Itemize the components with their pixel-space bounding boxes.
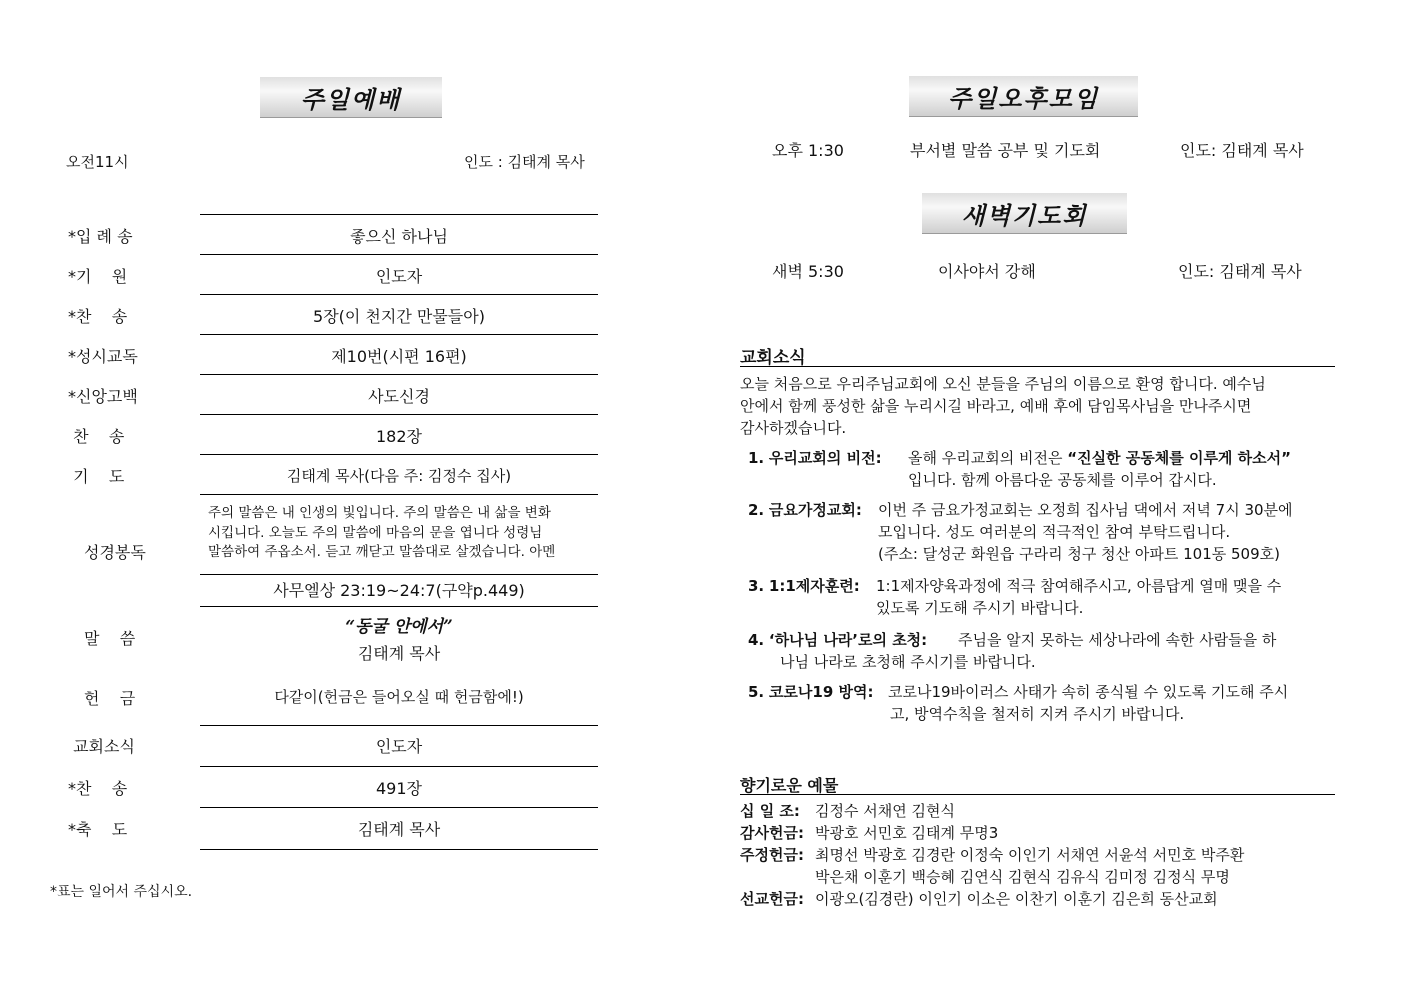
order-label: *신앙고백 xyxy=(68,386,138,406)
worship-banner xyxy=(260,77,442,118)
reading-prayer xyxy=(208,504,594,563)
order-row xyxy=(60,774,600,800)
offering-value: 다같이(헌금은 들어오실 때 헌금함에!) xyxy=(274,688,524,706)
order-value: 182장 xyxy=(376,426,422,446)
news-item-number: 3. xyxy=(748,577,765,595)
order-value: 사도신경 xyxy=(368,386,430,406)
afternoon-activity: 부서별 말씀 공부 및 기도회 xyxy=(910,141,1101,160)
news-item-line: 입니다. 함께 아름다운 공동체를 이루어 갑시다. xyxy=(908,471,1217,489)
dawn-banner xyxy=(922,193,1127,234)
news-item-title: 코로나19 방역: xyxy=(768,683,874,701)
order-row xyxy=(60,262,600,288)
dawn-activity: 이사야서 강해 xyxy=(938,262,1036,281)
order-label: 찬 송 xyxy=(68,426,125,446)
divider xyxy=(200,849,598,850)
welcome-line: 안에서 함께 풍성한 삶을 누리시길 바라고, 예배 후에 담임목사님을 만나주시면 xyxy=(740,397,1252,415)
order-value: 좋으신 하나님 xyxy=(350,226,448,246)
reading-label: 성경봉독 xyxy=(84,543,146,562)
sermon-label: 말 씀 xyxy=(84,629,136,648)
afternoon-time: 오후 1:30 xyxy=(772,141,844,160)
reading-prayer-line: 시킵니다. 오늘도 주의 말씀에 마음의 문을 엽니다 성령님 xyxy=(208,524,543,541)
afternoon-leader: 인도: 김태계 목사 xyxy=(1180,141,1304,160)
news-item-line: 있도록 기도해 주시기 바랍니다. xyxy=(876,599,1084,617)
offering-label: 헌 금 xyxy=(84,689,136,708)
divider xyxy=(200,494,598,495)
offering-category: 감사헌금: xyxy=(740,824,804,842)
order-row xyxy=(60,422,600,448)
order-label: *찬 송 xyxy=(68,306,128,326)
divider xyxy=(200,574,598,575)
order-label: *기 원 xyxy=(68,266,128,286)
reading-text: 사무엘상 23:19~24:7(구약p.449) xyxy=(273,581,525,600)
order-value: 491장 xyxy=(376,778,422,798)
order-label: *찬 송 xyxy=(68,778,128,798)
dawn-leader: 인도: 김태계 목사 xyxy=(1178,262,1302,281)
sermon-preacher: 김태계 목사 xyxy=(357,644,441,663)
order-row xyxy=(60,302,600,328)
reading-prayer-line: 주의 말씀은 내 인생의 빛입니다. 주의 말씀은 내 삶을 변화 xyxy=(208,505,551,521)
afternoon-banner-title: 주일오후모임 xyxy=(947,83,1100,113)
divider xyxy=(200,254,598,255)
news-item-number: 5. xyxy=(748,683,765,701)
order-label: 교회소식 xyxy=(68,736,135,756)
divider xyxy=(200,807,598,808)
offering-underline xyxy=(740,794,1335,795)
offering-names: 박은채 이훈기 백승혜 김연식 김현식 김유식 김미정 김정식 무명 xyxy=(815,868,1230,886)
news-item-line: 이번 주 금요가정교회는 오정희 집사님 댁에서 저녁 7시 30분에 xyxy=(878,501,1293,519)
offering-names: 이광오(김경란) 이인기 이소은 이찬기 이훈기 김은희 동산교회 xyxy=(815,890,1218,908)
sermon-title: “동굴 안에서” xyxy=(345,617,453,637)
news-item-line: (주소: 달성군 화원읍 구라리 청구 청산 아파트 101동 509호) xyxy=(878,545,1280,563)
divider xyxy=(200,766,598,767)
news-item-line: 주님을 알지 못하는 세상나라에 속한 사람들을 하 xyxy=(958,631,1277,649)
news-item-title: 금요가정교회: xyxy=(768,501,862,519)
news-item-number: 2. xyxy=(748,501,765,519)
order-row xyxy=(60,382,600,408)
offering-names: 최명선 박광호 김경란 이정숙 이인기 서채연 서윤석 서민호 박주환 xyxy=(815,846,1245,864)
worship-banner-title: 주일예배 xyxy=(300,84,402,114)
news-item-title: 우리교회의 비전: xyxy=(768,449,882,467)
vision-phrase: “진실한 공동체를 이루게 하소서” xyxy=(1067,449,1291,467)
divider xyxy=(200,454,598,455)
order-value: 5장(이 천지간 만물들아) xyxy=(313,306,485,326)
divider xyxy=(200,374,598,375)
worship-time: 오전11시 xyxy=(66,153,129,171)
offering-category: 주정헌금: xyxy=(740,846,804,864)
divider xyxy=(200,725,598,726)
order-label: 기 도 xyxy=(68,466,125,486)
order-value: 김태계 목사(다음 주: 김정수 집사) xyxy=(286,466,512,485)
order-value: 제10번(시편 16편) xyxy=(331,346,467,366)
offering-heading: 향기로운 예물 xyxy=(740,776,839,795)
dawn-banner-title: 새벽기도회 xyxy=(961,200,1088,230)
news-item-title: ‘하나님 나라’로의 초청: xyxy=(768,631,928,649)
welcome-line: 감사하겠습니다. xyxy=(740,419,847,437)
news-item-line: 모입니다. 성도 여러분의 적극적인 참여 부탁드립니다. xyxy=(878,523,1231,541)
dawn-time: 새벽 5:30 xyxy=(772,262,844,281)
news-item-number: 1. xyxy=(748,449,765,467)
divider xyxy=(200,214,598,215)
order-row xyxy=(60,222,600,248)
news-underline xyxy=(740,366,1335,367)
order-label: *입 례 송 xyxy=(68,226,133,246)
news-heading: 교회소식 xyxy=(740,348,806,368)
reading-prayer-line: 말씀하여 주옵소서. 듣고 깨닫고 말씀대로 살겠습니다. 아멘 xyxy=(208,544,556,560)
divider xyxy=(200,294,598,295)
order-label: *축 도 xyxy=(68,819,128,839)
news-item-line: 코로나19바이러스 사태가 속히 종식될 수 있도록 기도해 주시 xyxy=(888,683,1289,701)
divider xyxy=(200,414,598,415)
offering-category: 선교헌금: xyxy=(740,890,804,908)
news-item-line: 나님 나라로 초청해 주시기를 바랍니다. xyxy=(780,653,1036,671)
news-item-title: 1:1제자훈련: xyxy=(768,577,860,595)
welcome-text xyxy=(740,373,1336,439)
worship-leader: 인도 : 김태계 목사 xyxy=(464,153,585,171)
order-label: *성시교독 xyxy=(68,346,138,366)
order-row xyxy=(60,462,600,488)
news-item-number: 4. xyxy=(748,631,765,649)
divider xyxy=(200,606,598,607)
afternoon-banner xyxy=(909,76,1138,117)
news-item-line: 고, 방역수칙을 철저히 지켜 주시기 바랍니다. xyxy=(890,705,1185,723)
news-item-line: 1:1제자양육과정에 적극 참여해주시고, 아름답게 열매 맺을 수 xyxy=(876,577,1282,595)
order-value: 인도자 xyxy=(375,266,423,286)
order-value: 인도자 xyxy=(375,736,423,756)
offering-names: 김정수 서채연 김현식 xyxy=(815,802,955,820)
order-row xyxy=(60,815,600,841)
news-item-line: 올해 우리교회의 비전은 “진실한 공동체를 이루게 하소서” xyxy=(908,449,1291,467)
order-row xyxy=(60,342,600,368)
footnote: *표는 일어서 주십시오. xyxy=(50,884,193,900)
order-value: 김태계 목사 xyxy=(357,819,441,839)
divider xyxy=(200,334,598,335)
offering-category: 십 일 조: xyxy=(740,802,800,820)
offering-names: 박광호 서민호 김태계 무명3 xyxy=(815,824,999,842)
welcome-line: 오늘 처음으로 우리주님교회에 오신 분들을 주님의 이름으로 환영 합니다. 예수님 xyxy=(740,375,1266,393)
order-row xyxy=(60,732,600,758)
